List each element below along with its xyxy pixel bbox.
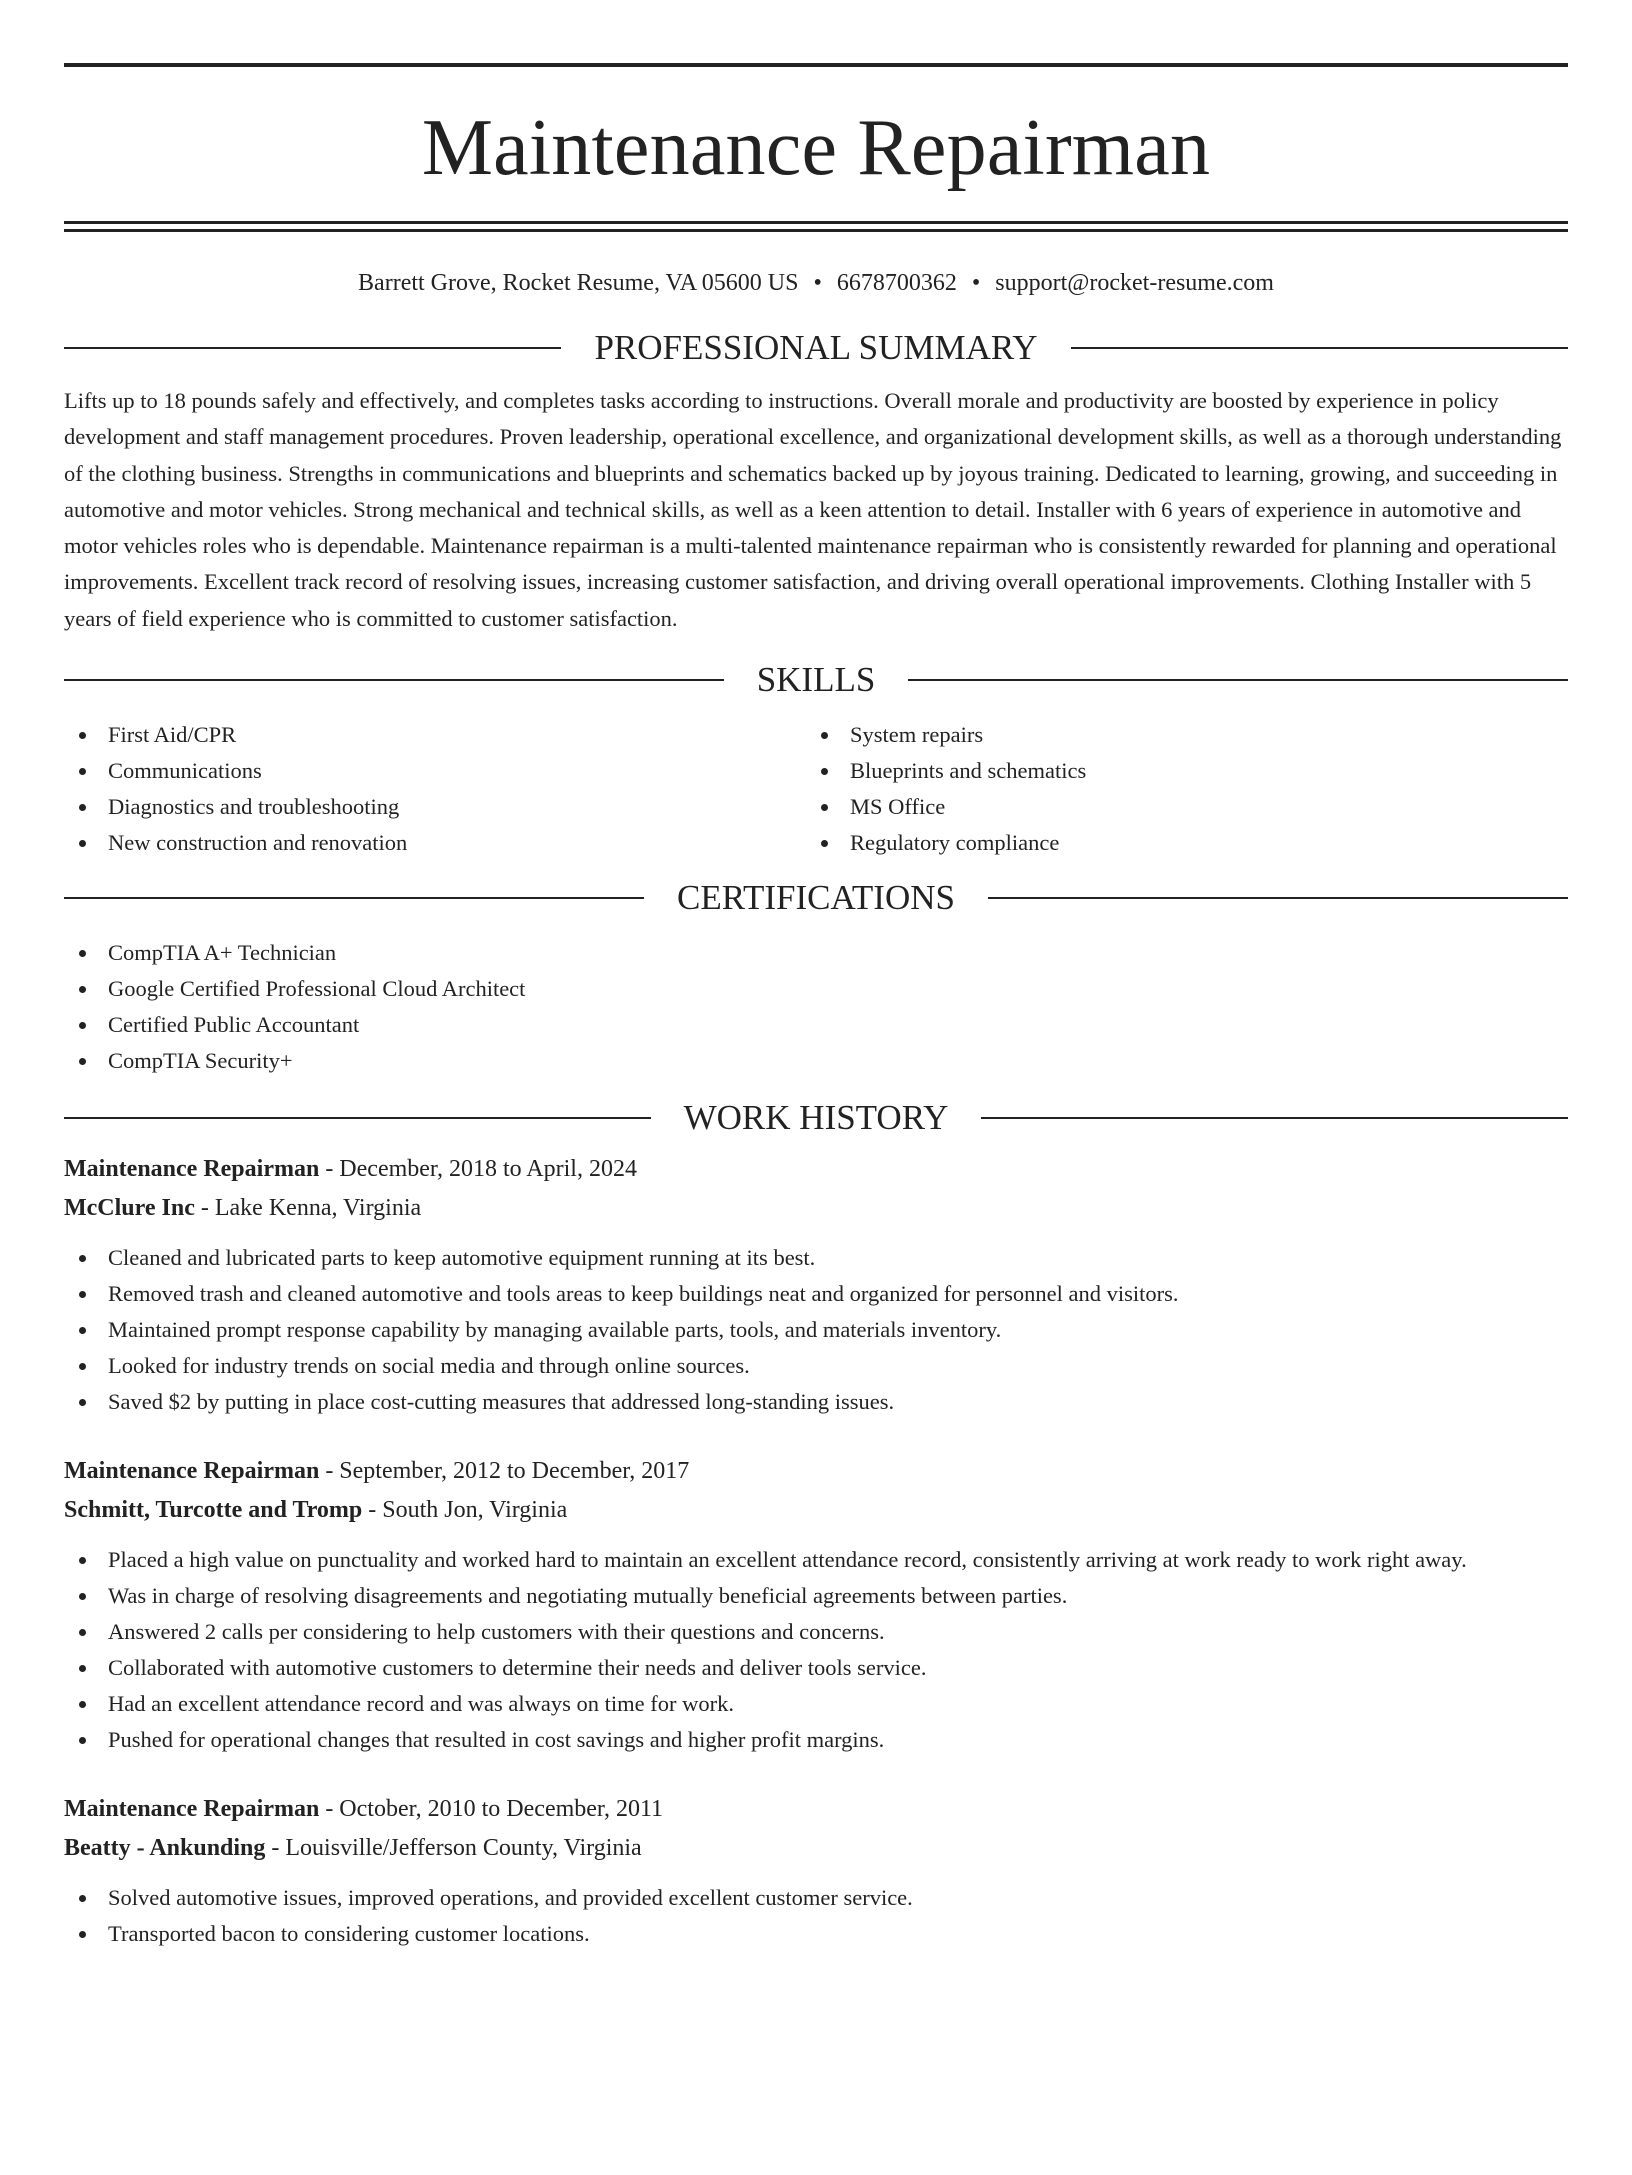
certification-item: CompTIA A+ Technician — [64, 935, 1568, 971]
skills-columns — [64, 717, 1568, 861]
skill-item: Regulatory compliance — [806, 825, 1548, 861]
certification-item: CompTIA Security+ — [64, 1043, 1568, 1079]
job-dates: - October, 2010 to December, 2011 — [319, 1796, 664, 1823]
job-bullet: Placed a high value on punctuality and worked hard to maintain an excellent attendance record, consistently arriving at work ready to work right away. — [64, 1542, 1568, 1578]
job-bullet: Removed trash and cleaned automotive and tools areas to keep buildings neat and organized for personnel and visitors. — [64, 1276, 1568, 1312]
heading-rule-right — [981, 1117, 1568, 1119]
heading-rule-left — [64, 897, 644, 899]
job-company: Beatty - Ankunding — [64, 1835, 266, 1862]
heading-rule-left — [64, 679, 724, 681]
job-bullet: Maintained prompt response capability by managing available parts, tools, and materials inventory. — [64, 1312, 1568, 1348]
contact-separator: • — [813, 270, 822, 296]
contact-address: Barrett Grove, Rocket Resume, VA 05600 US — [358, 270, 799, 296]
certification-item: Google Certified Professional Cloud Architect — [64, 971, 1568, 1007]
job-entry — [64, 1150, 1568, 1420]
skill-item: MS Office — [806, 789, 1548, 825]
job-bullet: Had an excellent attendance record and was always on time for work. — [64, 1686, 1568, 1722]
work-heading-row — [64, 1097, 1568, 1139]
job-dates: - December, 2018 to April, 2024 — [319, 1156, 637, 1183]
job-bullet: Saved $2 by putting in place cost-cutting measures that addressed long-standing issues. — [64, 1384, 1568, 1420]
contact-phone: 6678700362 — [836, 270, 957, 296]
skill-item: New construction and renovation — [64, 825, 806, 861]
heading-rule-right — [908, 679, 1568, 681]
job-company-line — [64, 1491, 1568, 1530]
contact-separator: • — [971, 270, 981, 296]
resume-title: Maintenance Repairman — [421, 104, 1211, 192]
job-entry — [64, 1790, 1568, 1952]
job-title: Maintenance Repairman — [64, 1156, 320, 1183]
skills-list-left — [64, 717, 806, 861]
summary-heading-row — [64, 327, 1568, 369]
summary-heading: PROFESSIONAL SUMMARY — [594, 328, 1038, 367]
skill-item: Blueprints and schematics — [806, 753, 1548, 789]
skill-item: Communications — [64, 753, 806, 789]
job-bullet: Pushed for operational changes that resulted in cost savings and higher profit margins. — [64, 1722, 1568, 1758]
skill-item: Diagnostics and troubleshooting — [64, 789, 806, 825]
top-rule — [64, 63, 1568, 67]
job-title-line — [64, 1452, 1568, 1491]
job-bullets — [64, 1240, 1568, 1420]
skills-list-right — [806, 717, 1548, 861]
job-company-line — [64, 1829, 1568, 1868]
job-bullet: Collaborated with automotive customers to determine their needs and deliver tools service. — [64, 1650, 1568, 1686]
work-heading: WORK HISTORY — [683, 1098, 949, 1138]
job-location: - Louisville/Jefferson County, Virginia — [265, 1835, 642, 1862]
job-company: McClure Inc — [64, 1195, 195, 1222]
job-bullet: Looked for industry trends on social media and through online sources. — [64, 1348, 1568, 1384]
job-bullet: Was in charge of resolving disagreements and negotiating mutually beneficial agreements between parties. — [64, 1578, 1568, 1614]
heading-rule-right — [988, 897, 1568, 899]
skill-item: First Aid/CPR — [64, 717, 806, 753]
job-dates: - September, 2012 to December, 2017 — [319, 1458, 690, 1485]
job-location: - South Jon, Virginia — [362, 1497, 568, 1524]
summary-text: Lifts up to 18 pounds safely and effectively, and completes tasks according to instructions. Overall morale and productivity are boosted by experience in policy development and staff management procedures. Proven leadership, operational excellence, and organizational development skills, as well as a thorough understanding of the clothing business. Strengths in communications and blueprints and schematics backed up by joyous training. Dedicated to learning, growing, and succeeding in automotive and motor vehicles. Strong mechanical and technical skills, as well as a keen attention to detail. Installer with 6 years of experience in automotive and motor vehicles roles who is dependable. Maintenance repairman is a multi-talented maintenance repairman who is consistently rewarded for planning and operational improvements. Excellent track record of resolving issues, increasing customer satisfaction, and driving overall operational improvements. Clothing Installer with 5 years of field experience who is committed to customer satisfaction. — [64, 388, 1562, 631]
job-title: Maintenance Repairman — [64, 1458, 320, 1485]
skills-heading: SKILLS — [756, 660, 876, 700]
job-bullet: Answered 2 calls per considering to help customers with their questions and concerns. — [64, 1614, 1568, 1650]
job-location: - Lake Kenna, Virginia — [194, 1195, 422, 1222]
certifications-heading-row — [64, 877, 1568, 919]
job-bullet: Transported bacon to considering customer locations. — [64, 1916, 1568, 1952]
job-bullets — [64, 1880, 1568, 1952]
job-title-line — [64, 1150, 1568, 1189]
skill-item: System repairs — [806, 717, 1548, 753]
resume-page — [0, 63, 1632, 2175]
job-bullet: Cleaned and lubricated parts to keep automotive equipment running at its best. — [64, 1240, 1568, 1276]
certifications-list — [64, 935, 1568, 1079]
title-double-rule — [64, 221, 1568, 232]
job-entry — [64, 1452, 1568, 1758]
contact-email: support@rocket-resume.com — [995, 270, 1274, 296]
job-bullet: Solved automotive issues, improved operations, and provided excellent customer service. — [64, 1880, 1568, 1916]
skills-heading-row — [64, 659, 1568, 701]
contact-line — [64, 268, 1568, 298]
job-company: Schmitt, Turcotte and Tromp — [64, 1497, 363, 1524]
heading-rule-right — [1071, 347, 1568, 349]
job-title: Maintenance Repairman — [64, 1796, 320, 1823]
heading-rule-left — [64, 1117, 651, 1119]
certifications-heading: CERTIFICATIONS — [677, 878, 955, 918]
heading-rule-left — [64, 347, 561, 349]
certification-item: Certified Public Accountant — [64, 1007, 1568, 1043]
job-company-line — [64, 1189, 1568, 1228]
job-bullets — [64, 1542, 1568, 1758]
job-title-line — [64, 1790, 1568, 1829]
